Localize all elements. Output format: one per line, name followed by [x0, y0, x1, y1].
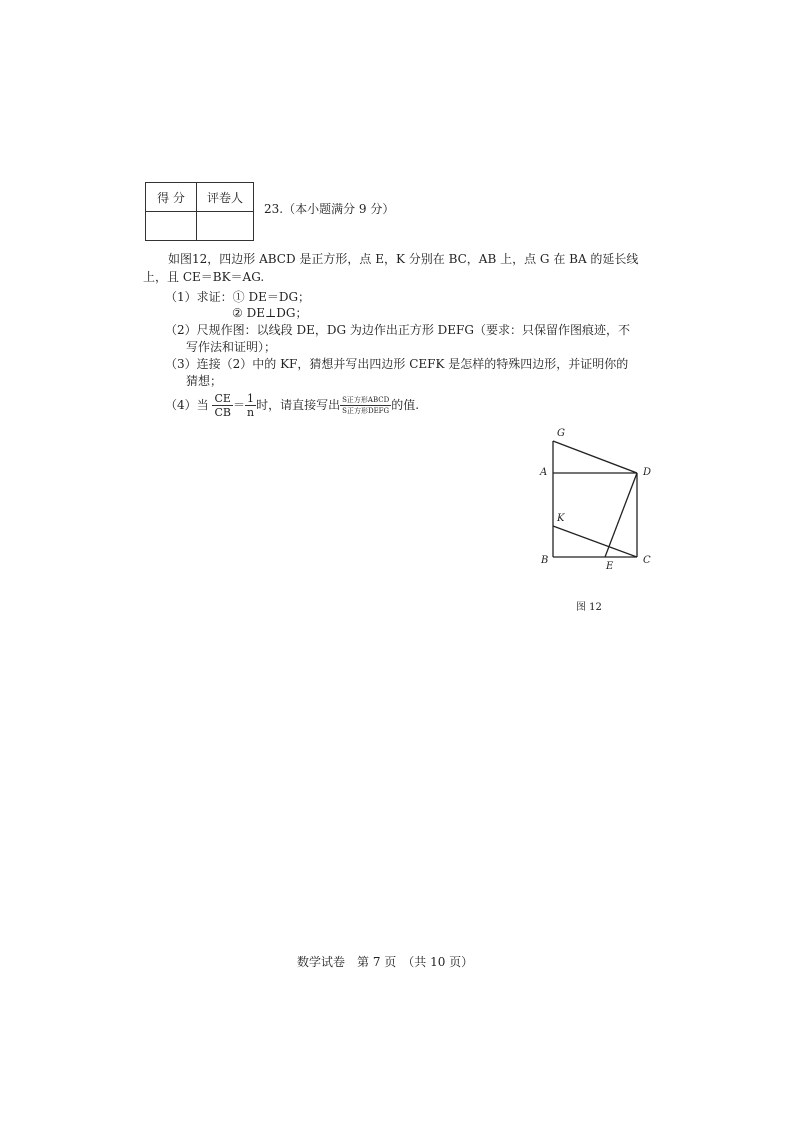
figure-caption: 图 12 — [576, 602, 602, 613]
part-1b: ② DE⊥DG； — [232, 306, 308, 320]
label-C: C — [643, 555, 651, 566]
frac-num: 1 — [245, 392, 256, 406]
equals: ＝ — [232, 398, 245, 412]
frac-den: CB — [214, 406, 231, 419]
part-4-mid: 时，请直接写出 — [256, 398, 341, 412]
line-DE — [605, 473, 637, 557]
grader-header: 评卷人 — [197, 183, 254, 212]
frac-den: S正方形DEFG — [342, 407, 390, 415]
line-GD — [553, 441, 637, 473]
label-K: K — [557, 513, 565, 524]
label-B: B — [541, 555, 549, 566]
label-E: E — [606, 561, 614, 572]
part-3b: 猜想； — [186, 374, 223, 388]
part-2a: （2）尺规作图：以线段 DE，DG 为边作出正方形 DEFG（要求：只保留作图痕迹，不 — [165, 323, 630, 337]
label-G: G — [557, 428, 565, 439]
intro-line-1: 如图12，四边形 ABCD 是正方形，点 E，K 分别在 BC，AB 上，点 G 在 BA 的延长线 — [168, 252, 639, 266]
part-3a: （3）连接（2）中的 KF，猜想并写出四边形 CEFK 是怎样的特殊四边形，并证明你的 — [165, 357, 629, 371]
score-header: 得 分 — [146, 183, 197, 212]
part-4-prefix: （4）当 — [165, 398, 209, 412]
frac-num: CE — [212, 392, 233, 406]
frac-num: S正方形ABCD — [342, 396, 390, 404]
label-A: A — [540, 467, 548, 478]
frac-den: n — [246, 406, 255, 419]
question-heading: 23.（本小题满分 9 分） — [264, 202, 395, 216]
page-footer: 数学试卷 第 7 页 （共 10 页） — [297, 955, 474, 969]
part-2b: 写作法和证明）； — [186, 340, 277, 354]
line-KC — [553, 526, 637, 557]
intro-line-2: 上，且 CE＝BK＝AG. — [143, 270, 265, 284]
part-1a: （1）求证：① DE＝DG； — [165, 290, 311, 304]
part-4-suffix: 的值. — [391, 398, 420, 412]
label-D: D — [643, 467, 652, 478]
